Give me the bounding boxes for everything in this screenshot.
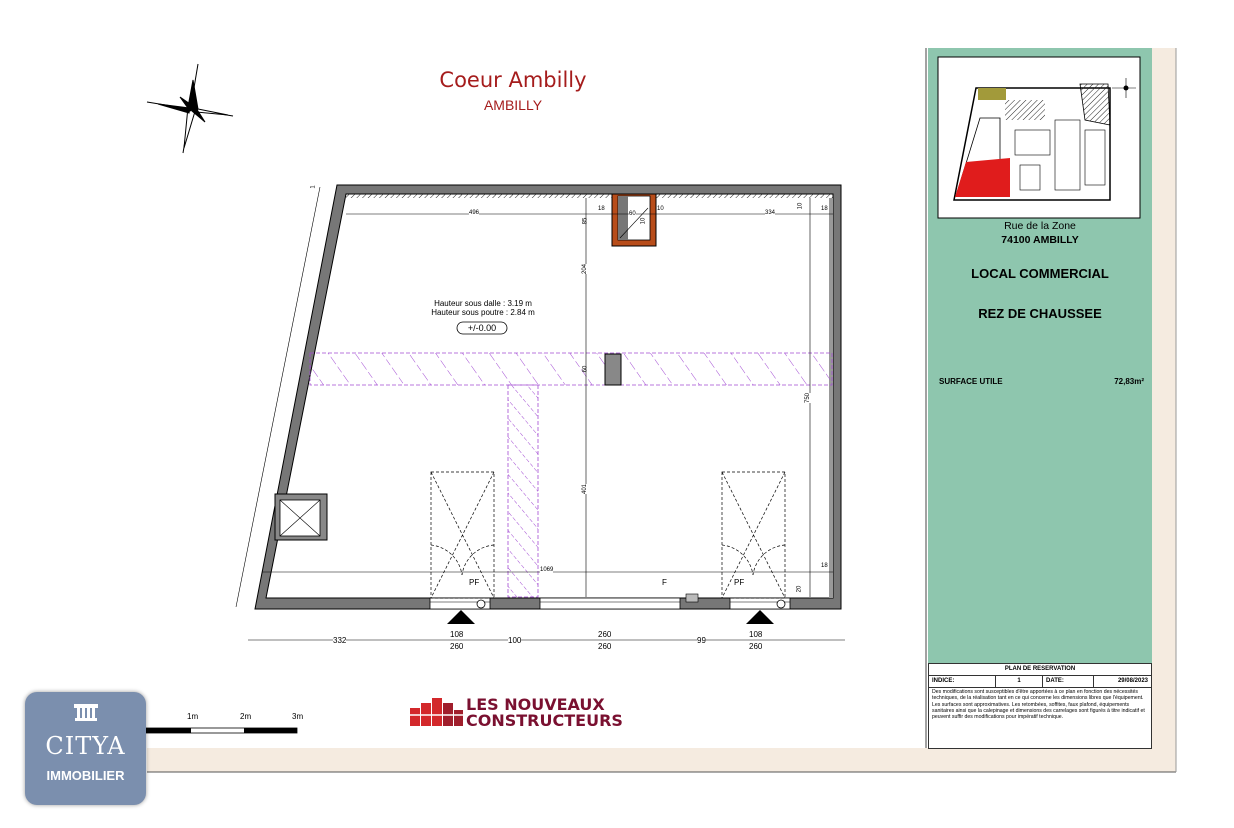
dim-top: 10 (640, 217, 647, 225)
title-block (928, 663, 1152, 749)
disclaimer-text: Des modifications sont susceptibles d'être apportées à ce plan en fonction des nécessités techniques, de la réalisation tant en ce qui concerne les dimensions libres que l'équipement. Les surfaces sont approximatives. Les retombées, soffites, faux plafond, équipements sanitaires ainsi que la calepinage et dimensions des carrelages sont figurés à titre indicatif et peuvent suffir des modifications pour impératif technique. (932, 689, 1145, 721)
height-note-beam: Hauteur sous poutre : 2.84 m (431, 308, 535, 317)
dim-top: 18 (598, 206, 605, 212)
dim-top: 60 (629, 211, 636, 217)
citya-logo-name: CITYA (45, 732, 126, 760)
dim-top: 85 (582, 217, 589, 225)
dim-vertical: 401 (582, 483, 589, 495)
dim-top: 10 (657, 206, 664, 212)
project-city: AMBILLY (483, 97, 543, 113)
dim-top: 18 (821, 206, 828, 212)
lnc-logo-line1: LES NOUVEAUX (466, 695, 605, 714)
citya-logo (25, 692, 146, 805)
property-type: LOCAL COMMERCIAL (971, 266, 1109, 281)
lnc-logo-line2: CONSTRUCTEURS (466, 711, 623, 730)
dim-bottom: 100 (508, 636, 522, 645)
dim-bottom: 332 (333, 636, 347, 645)
scale-label: 2m (240, 712, 252, 721)
dim-top: 496 (469, 210, 480, 216)
lnc-logo (466, 697, 623, 729)
dim-inner: 18 (821, 563, 828, 569)
date-label: DATE: (1043, 676, 1094, 687)
dim-bottom: 260 (598, 642, 612, 651)
surface-value: 72,83m² (1114, 377, 1144, 386)
dim-top: 10 (797, 202, 804, 210)
indice-value: 1 (996, 676, 1043, 687)
dim-bottom: 108 (450, 630, 464, 639)
scale-label: 1m (187, 712, 199, 721)
door-label-pf: PF (469, 578, 480, 587)
dim-bottom: 99 (697, 636, 706, 645)
side-mark: 1 (310, 185, 317, 189)
project-title: Coeur Ambilly (439, 68, 587, 92)
citya-logo-subtitle: IMMOBILIER (46, 768, 125, 783)
dim-vertical: 750 (805, 392, 812, 404)
dim-inner: 1069 (540, 567, 554, 573)
pillar (605, 354, 621, 385)
scale-bar (137, 728, 297, 733)
height-note-slab: Hauteur sous dalle : 3.19 m (434, 299, 532, 308)
property-floor: REZ DE CHAUSSEE (978, 306, 1102, 321)
building-walls (255, 185, 841, 609)
date-value: 29/08/2023 (1117, 678, 1148, 684)
dim-vertical: 204 (582, 263, 589, 275)
dim-bottom: 260 (598, 630, 612, 639)
height-notes (400, 299, 566, 317)
scale-label: 3m (292, 712, 304, 721)
door-label-pf: PF (734, 578, 745, 587)
shaft (612, 194, 656, 246)
title-block-title: PLAN DE RESERVATION (929, 664, 1151, 676)
beam-hatch (310, 353, 832, 385)
title-block-meta (929, 676, 1151, 688)
dim-vertical: 60 (582, 365, 589, 373)
surface-label: SURFACE UTILE (939, 377, 1003, 386)
dim-bottom: 108 (749, 630, 763, 639)
beam-hatch-vertical (508, 385, 538, 597)
column-icon (73, 702, 99, 722)
address-city: 74100 AMBILLY (1001, 234, 1079, 246)
indice-label: INDICE: (929, 676, 996, 687)
dim-bottom: 260 (749, 642, 763, 651)
dim-bottom: 260 (450, 642, 464, 651)
door-label-f: F (662, 578, 667, 587)
key-plan (938, 57, 1140, 218)
address-street: Rue de la Zone (1004, 220, 1076, 232)
dim-vertical: 20 (796, 585, 803, 593)
dim-top: 334 (765, 210, 776, 216)
level-label: +/-0.00 (467, 323, 497, 333)
